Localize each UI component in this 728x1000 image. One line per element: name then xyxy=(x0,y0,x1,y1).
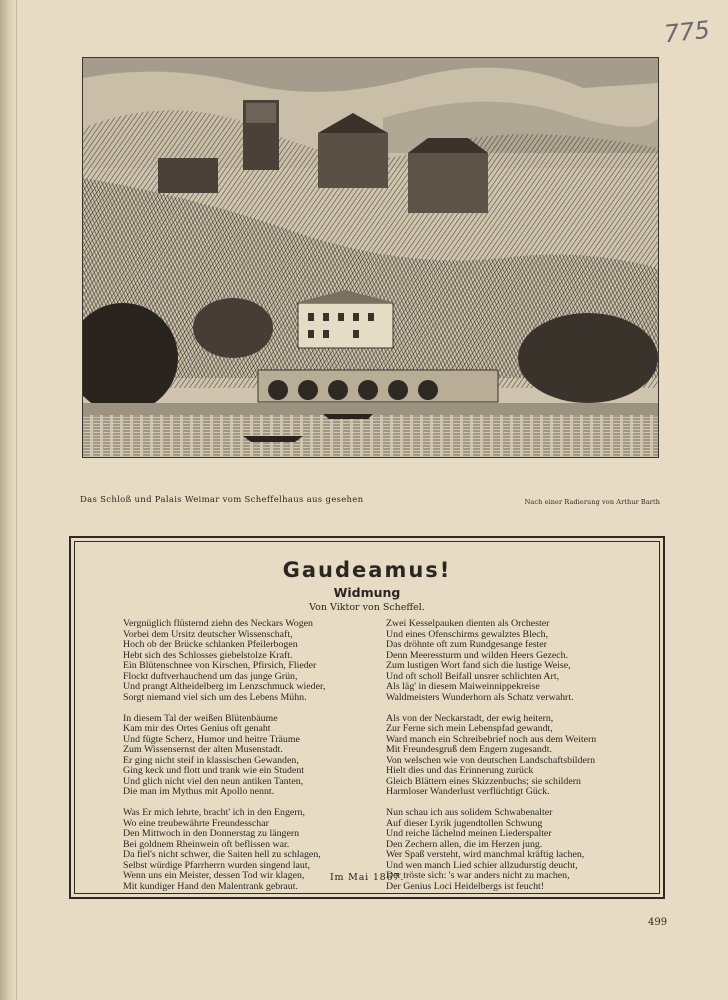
poem-date: Im Mai 1867. xyxy=(329,872,405,883)
poem-line: Und prangt Altheidelberg im Lenzschmuck wieder, xyxy=(123,681,326,692)
poem-line: Ward manch ein Schreibebrief noch aus dem Weitern xyxy=(386,733,597,745)
poem-stanza xyxy=(386,714,636,798)
poem-line: Harmloser Wanderlust verflüchtigt Gück. xyxy=(386,786,550,797)
poem-line: Nun schau ich aus solidem Schwabenalter xyxy=(386,807,553,818)
poem-line: Hielt dies und das Erinnerung zurück xyxy=(386,765,534,776)
poem-line: Denn Meeressturm und wilden Heers Gezech. xyxy=(386,649,569,661)
poem-line: Wer Spaß versteht, wird manchmal kräftig lachen, xyxy=(386,849,585,860)
poem-line: Zur Ferne sich mein Lebenspfad gewandt, xyxy=(386,723,553,734)
book-spine-shadow xyxy=(0,0,16,1000)
poem-line: Bei goldnem Rheinwein oft beflissen war. xyxy=(123,838,290,850)
poem-line: Was Er mich lehrte, bracht' ich in den Engern, xyxy=(123,807,305,818)
poem-line: Und oft scholl Beifall unsrer schlichten Art, xyxy=(386,670,560,682)
poem-stanza xyxy=(123,714,373,798)
poem-line: Von welschen wie von deutschen Landschaftsbildern xyxy=(386,754,596,766)
poem-line: In diesem Tal der weißen Blütenbäume xyxy=(123,712,278,724)
poem-line: Die man im Mythus mit Apollo nennt. xyxy=(123,786,275,797)
poem-line: Vergnüglich flüsternd ziehn des Neckars Wogen xyxy=(123,618,313,629)
poem-inner-frame xyxy=(74,541,660,894)
poem-line: Da fiel's nicht schwer, die Saiten hell zu schlagen, xyxy=(123,849,321,860)
poem-line: Den Zechern allen, die im Herzen jung. xyxy=(386,838,543,850)
poem-author: Von Viktor von Scheffel. xyxy=(309,602,425,613)
illustration-caption: Das Schloß und Palais Weimar vom Scheffelhaus aus gesehen xyxy=(80,495,364,505)
poem-line: Vorbei dem Ursitz deutscher Wissenschaft, xyxy=(123,628,293,640)
poem-line: Als von der Neckarstadt, der ewig heitern, xyxy=(386,712,554,724)
poem-line: Mit Freundesgruß dem Engern zugesandt. xyxy=(386,744,552,755)
poem-line: Und wen manch Lied schier allzudurstig deucht, xyxy=(386,859,578,871)
poem-line: Ging keck und flott und trank wie ein Student xyxy=(123,765,305,776)
poem-stanza xyxy=(123,619,373,703)
illustration-credit: Nach einer Radierung von Arthur Barth xyxy=(524,498,660,506)
poem-line: Ein Blütenschnee von Kirschen, Pfirsich, Flieder xyxy=(123,660,317,671)
poem-line: Auf dieser Lyrik jugendtollen Schwung xyxy=(386,817,543,829)
poem-line: Er ging nicht steif in klassischen Gewanden, xyxy=(123,754,299,766)
poem-line: Wo eine treubewährte Freundesschar xyxy=(123,817,269,829)
page-edge xyxy=(16,0,17,1000)
poem-line: Zum lustigen Wort fand sich die lustige Weise, xyxy=(386,660,571,671)
poem-line: Und reiche lächelnd meinen Liederspalter xyxy=(386,828,552,839)
poem-line: Der tröste sich: 's war anders nicht zu machen, xyxy=(386,870,570,881)
poem-left-column xyxy=(123,619,373,903)
poem-line: Wenn uns ein Meister, dessen Tod wir klagen, xyxy=(123,870,305,881)
poem-stanza xyxy=(386,619,636,703)
poem-line: Sorgt niemand viel sich um des Lebens Mühn. xyxy=(123,691,307,703)
castle-etching-image xyxy=(83,58,658,457)
poem-line: Der Genius Loci Heidelbergs ist feucht! xyxy=(386,880,545,892)
poem-line: Zwei Kesselpauken dienten als Orchester xyxy=(386,618,550,629)
poem-frame xyxy=(69,536,665,899)
poem-title: Gaudeamus! xyxy=(282,558,452,582)
page-number: 499 xyxy=(648,917,668,928)
poem-line: Und glich nicht viel den neun antiken Tanten, xyxy=(123,775,304,787)
poem-line: Zum Wissensernst der alten Musenstadt. xyxy=(123,744,283,755)
poem-line: Flockt duftverhauchend um das junge Grün, xyxy=(123,670,298,682)
poem-line: Mit kundiger Hand den Malentrank gebraut. xyxy=(123,880,298,892)
poem-line: Hebt sich des Schlosses giebelstolze Kraft. xyxy=(123,649,293,661)
poem-line: Das dröhnte oft zum Rundgesange fester xyxy=(386,639,547,650)
etching-illustration xyxy=(82,57,659,458)
poem-line: Gleich Blättern eines Skizzenbuchs; sie schildern xyxy=(386,775,581,787)
poem-line: Und fügte Scherz, Humor und heitre Träume xyxy=(123,733,300,745)
poem-right-column xyxy=(386,619,636,903)
poem-line: Selbst würdige Pfarrherrn wurden singend laut, xyxy=(123,859,311,871)
poem-line: Hoch ob der Brücke schlanken Pfeilerbogen xyxy=(123,639,298,650)
handwritten-page-note: 775 xyxy=(662,15,712,49)
poem-line: Waldmeisters Wunderhorn als Schatz verwahrt. xyxy=(386,691,574,703)
poem-line: Kam mir des Ortes Genius oft genaht xyxy=(123,723,271,734)
poem-subtitle: Widmung xyxy=(333,585,401,600)
poem-line: Als läg' in diesem Maiweinnippekreise xyxy=(386,681,540,692)
poem-line: Den Mittwoch in den Donnerstag zu längern xyxy=(123,828,300,839)
poem-line: Und eines Ofenschirms gewalztes Blech, xyxy=(386,628,549,640)
